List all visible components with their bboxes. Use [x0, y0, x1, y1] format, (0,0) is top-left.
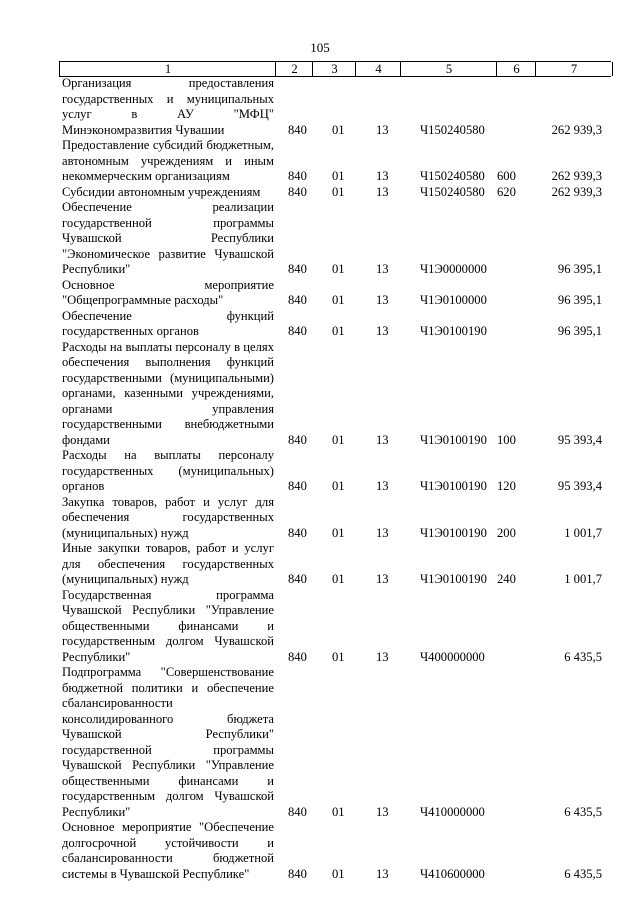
- cell-section: 01: [332, 804, 345, 819]
- row-description: Расходы на выплаты персоналу в целях обеспечения выполнения функций государственными (муниципальными) органами, казенными учреждениями, органами управления государственными внебюджетными фондами: [62, 339, 274, 447]
- page-number: 105: [310, 40, 330, 55]
- cell-subsection: 13: [376, 169, 389, 183]
- cell-ministry: 840: [288, 649, 307, 664]
- row-description: Обеспечение функций государственных органов: [62, 308, 274, 338]
- cell-amount: 1 001,7: [564, 525, 602, 540]
- cell-ministry: 840: [288, 525, 307, 540]
- row-description: Организация предоставления государственных и муниципальных услуг в АУ "МФЦ" Минэкономразвития Чувашии: [62, 76, 274, 137]
- cell-amount: 95 393,4: [557, 479, 602, 493]
- cell-amount: 96 395,1: [557, 324, 602, 338]
- cell-expense-type: 100: [497, 432, 516, 447]
- cell-expense-type: 240: [497, 572, 516, 586]
- cell-ministry: 840: [288, 432, 307, 447]
- cell-target-code: Ч1Э0100190: [420, 324, 487, 338]
- cell-target-code: Ч1Э0100190: [420, 432, 487, 447]
- table-row: [0, 76, 640, 138]
- cell-ministry: 840: [288, 324, 307, 338]
- cell-target-code: Ч150240580: [420, 169, 485, 183]
- cell-target-code: Ч150240580: [420, 122, 485, 137]
- cell-section: 01: [332, 324, 345, 338]
- cell-section: 01: [332, 169, 345, 183]
- table-row: [0, 665, 640, 820]
- cell-ministry: 840: [288, 262, 307, 276]
- table-row: [0, 278, 640, 309]
- row-description: Предоставление субсидий бюджетным, автономным учреждениям и иным некоммерческим организациям: [62, 138, 274, 183]
- cell-subsection: 13: [376, 122, 389, 137]
- cell-section: 01: [332, 649, 345, 664]
- cell-amount: 96 395,1: [557, 262, 602, 276]
- column-header-2: 2: [275, 62, 313, 76]
- cell-section: 01: [332, 866, 345, 881]
- cell-section: 01: [332, 479, 345, 493]
- cell-target-code: Ч150240580: [420, 184, 485, 199]
- column-header-6: 6: [496, 62, 536, 76]
- table-row: [0, 138, 640, 185]
- cell-subsection: 13: [376, 432, 389, 447]
- cell-ministry: 840: [288, 122, 307, 137]
- cell-subsection: 13: [376, 324, 389, 338]
- cell-target-code: Ч410600000: [420, 866, 485, 881]
- cell-amount: 6 435,5: [564, 866, 602, 881]
- row-description: Расходы на выплаты персоналу государственных (муниципальных) органов: [62, 448, 274, 493]
- row-description: Иные закупки товаров, работ и услуг для обеспечения государственных (муниципальных) нужд: [62, 541, 274, 586]
- table-row: [0, 309, 640, 340]
- cell-ministry: 840: [288, 804, 307, 819]
- table-body: [0, 76, 640, 882]
- cell-target-code: Ч1Э0100190: [420, 525, 487, 540]
- cell-ministry: 840: [288, 866, 307, 881]
- cell-amount: 6 435,5: [564, 649, 602, 664]
- cell-amount: 95 393,4: [557, 432, 602, 447]
- row-description: Закупка товаров, работ и услуг для обеспечения государственных (муниципальных) нужд: [62, 494, 274, 540]
- cell-amount: 1 001,7: [564, 572, 602, 586]
- cell-target-code: Ч400000000: [420, 649, 485, 664]
- cell-amount: 6 435,5: [564, 804, 602, 819]
- cell-target-code: Ч1Э0100000: [420, 293, 487, 307]
- table-row: [0, 200, 640, 278]
- cell-amount: 262 939,3: [551, 122, 602, 137]
- cell-section: 01: [332, 184, 345, 199]
- table-row: [0, 820, 640, 882]
- cell-expense-type: 600: [497, 169, 516, 183]
- table-row: [0, 495, 640, 542]
- cell-amount: 262 939,3: [551, 184, 602, 199]
- cell-subsection: 13: [376, 525, 389, 540]
- cell-target-code: Ч1Э0100190: [420, 479, 487, 493]
- column-header-1: 1: [59, 62, 276, 76]
- cell-target-code: Ч1Э0000000: [420, 262, 487, 276]
- row-description: Обеспечение реализации государственной программы Чувашской Республики "Экономическое развитие Чувашской Республики": [62, 200, 274, 276]
- cell-ministry: 840: [288, 169, 307, 183]
- row-description: Субсидии автономным учреждениям: [62, 184, 261, 199]
- cell-subsection: 13: [376, 572, 389, 586]
- cell-section: 01: [332, 432, 345, 447]
- cell-subsection: 13: [376, 293, 389, 307]
- column-header-4: 4: [355, 62, 401, 76]
- cell-section: 01: [332, 293, 345, 307]
- column-header-7: 7: [535, 62, 613, 76]
- cell-target-code: Ч410000000: [420, 804, 485, 819]
- cell-section: 01: [332, 122, 345, 137]
- cell-subsection: 13: [376, 649, 389, 664]
- cell-subsection: 13: [376, 262, 389, 276]
- column-header-3: 3: [312, 62, 356, 76]
- row-description: Основное мероприятие "Общепрограммные расходы": [62, 277, 274, 307]
- cell-subsection: 13: [376, 479, 389, 493]
- cell-ministry: 840: [288, 184, 307, 199]
- table-row: [0, 541, 640, 588]
- cell-section: 01: [332, 572, 345, 586]
- cell-subsection: 13: [376, 804, 389, 819]
- cell-ministry: 840: [288, 293, 307, 307]
- table-header: [59, 61, 611, 77]
- cell-subsection: 13: [376, 184, 389, 199]
- row-description: Подпрограмма "Совершенствование бюджетной политики и обеспечение сбалансированности консолидированного бюджета Чувашской Республики" государственной программы Чувашской Республики "Управление общественными финансами и государственным долгом Чувашской Республики": [62, 665, 274, 819]
- cell-section: 01: [332, 525, 345, 540]
- cell-amount: 262 939,3: [551, 169, 602, 183]
- table-row: [0, 588, 640, 666]
- row-description: Основное мероприятие "Обеспечение долгосрочной устойчивости и сбалансированности бюджетной системы в Чувашской Республике": [62, 820, 274, 881]
- cell-expense-type: 120: [497, 479, 516, 493]
- cell-ministry: 840: [288, 572, 307, 586]
- row-description: Государственная программа Чувашской Республики "Управление общественными финансами и государственным долгом Чувашской Республики": [62, 587, 274, 664]
- cell-ministry: 840: [288, 479, 307, 493]
- cell-target-code: Ч1Э0100190: [420, 572, 487, 586]
- table-row: [0, 185, 640, 201]
- table-row: [0, 448, 640, 495]
- cell-expense-type: 620: [497, 184, 516, 199]
- column-header-5: 5: [400, 62, 497, 76]
- cell-expense-type: 200: [497, 525, 516, 540]
- cell-section: 01: [332, 262, 345, 276]
- cell-subsection: 13: [376, 866, 389, 881]
- cell-amount: 96 395,1: [557, 293, 602, 307]
- table-row: [0, 340, 640, 449]
